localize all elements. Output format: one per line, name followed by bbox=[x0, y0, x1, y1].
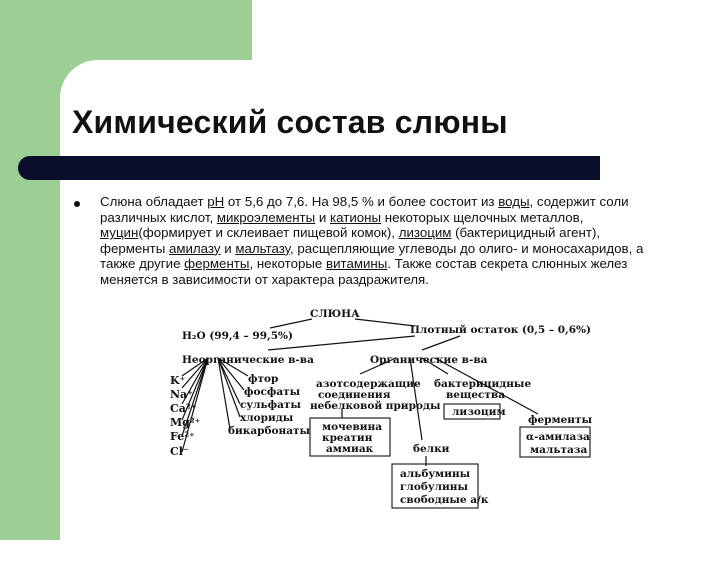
line-inorg-anion-5 bbox=[218, 358, 230, 429]
link-19[interactable]: витамины bbox=[326, 256, 388, 272]
anion-bicarbonates: бикарбонаты bbox=[228, 425, 311, 437]
bullet-icon bbox=[74, 201, 80, 207]
paragraph-text-14: и bbox=[220, 240, 236, 256]
nitrogen-box-line-3: аммиак bbox=[326, 443, 374, 455]
line-residue-organic bbox=[422, 336, 460, 350]
link-1[interactable]: рН bbox=[207, 194, 225, 209]
proteins-box-line-2: глобулины bbox=[400, 481, 468, 493]
body-paragraph bbox=[100, 194, 660, 288]
paragraph-text-10: (формирует и склеивает пищевой комок), bbox=[138, 225, 399, 241]
slide-title: Химический состав слюны bbox=[72, 104, 508, 140]
link-9[interactable]: муцин bbox=[100, 225, 139, 241]
node-proteins: белки bbox=[413, 443, 450, 455]
left-strip-decoration bbox=[0, 0, 60, 540]
bactericidal-line-2: вещества bbox=[446, 389, 506, 401]
paragraph-text-8: некоторых щелочных металлов, bbox=[381, 209, 584, 225]
line-root-residue bbox=[355, 319, 415, 326]
node-organic: Органические в-ва bbox=[370, 354, 488, 366]
ion-ca: Ca²⁺ bbox=[170, 402, 197, 415]
node-dry-residue: Плотный остаток (0,5 – 0,6%) bbox=[410, 324, 591, 336]
paragraph-text-18: , некоторые bbox=[249, 256, 327, 272]
link-15[interactable]: мальтазу bbox=[235, 240, 290, 256]
line-root-water bbox=[270, 319, 312, 328]
anion-chlorides: хлориды bbox=[240, 412, 294, 424]
node-water: H₂O (99,4 – 99,5%) bbox=[182, 330, 293, 342]
ion-k: K⁺ bbox=[170, 374, 186, 387]
enzymes-box-line-1: α-амилаза bbox=[526, 431, 590, 443]
saliva-composition-diagram bbox=[160, 306, 610, 516]
line-org-proteins bbox=[410, 358, 422, 440]
paragraph-text-0: Слюна обладает bbox=[100, 194, 208, 209]
link-3[interactable]: воды bbox=[498, 194, 530, 209]
link-13[interactable]: амилазу bbox=[168, 240, 221, 256]
paragraph-text-16: , расщепляющие углеводы до олиго- и моносахаридов, а также другие bbox=[100, 240, 644, 272]
link-17[interactable]: ферменты bbox=[184, 256, 250, 272]
node-enzymes: ферменты bbox=[528, 414, 593, 426]
ion-fe: Fe²⁺ bbox=[170, 430, 195, 443]
anion-sulfates: сульфаты bbox=[240, 399, 301, 411]
nitrogen-box-line-1: мочевина bbox=[322, 421, 383, 433]
nitrogen-line-3: небелковой природы bbox=[310, 400, 441, 412]
link-7[interactable]: катионы bbox=[330, 209, 382, 225]
proteins-box-line-3: свободные а/к bbox=[400, 494, 489, 506]
paragraph-text-20: . Также состав секрета слюнных желез меняется в зависимости от характера раздражителя. bbox=[100, 256, 628, 287]
line-inorg-anion-4 bbox=[218, 358, 240, 417]
paragraph-text-2: от 5,6 до 7,6. На 98,5 % и более состоит из bbox=[224, 194, 499, 209]
link-11[interactable]: лизоцим bbox=[398, 225, 452, 241]
anion-fluoride: фтор bbox=[248, 373, 279, 385]
ion-cl: Cl⁻ bbox=[170, 445, 189, 458]
anion-phosphates: фосфаты bbox=[244, 386, 301, 398]
bactericidal-line-1: бактерицидные bbox=[434, 378, 532, 390]
title-underline-bar bbox=[18, 156, 600, 180]
paragraph-text-12: (бактерицидный агент), ферменты bbox=[100, 225, 601, 256]
nitrogen-box-line-2: креатин bbox=[322, 432, 373, 444]
proteins-box-line-1: альбумины bbox=[400, 468, 471, 480]
paragraph-text-4: , содержит соли различных кислот, bbox=[100, 194, 629, 225]
link-5[interactable]: микроэлементы bbox=[216, 209, 316, 225]
ion-na: Na⁺ bbox=[170, 388, 193, 401]
node-inorganic: Неорганические в-ва bbox=[182, 354, 314, 366]
node-root: СЛЮНА bbox=[310, 308, 360, 320]
ion-mg: Mg²⁺ bbox=[170, 416, 201, 429]
enzymes-box-line-2: мальтаза bbox=[530, 444, 588, 456]
paragraph-text-6: и bbox=[315, 209, 331, 225]
lysozyme-label: лизоцим bbox=[452, 406, 506, 418]
nitrogen-line-2: соединения bbox=[318, 389, 391, 401]
nitrogen-line-1: азотсодержащие bbox=[316, 378, 421, 390]
